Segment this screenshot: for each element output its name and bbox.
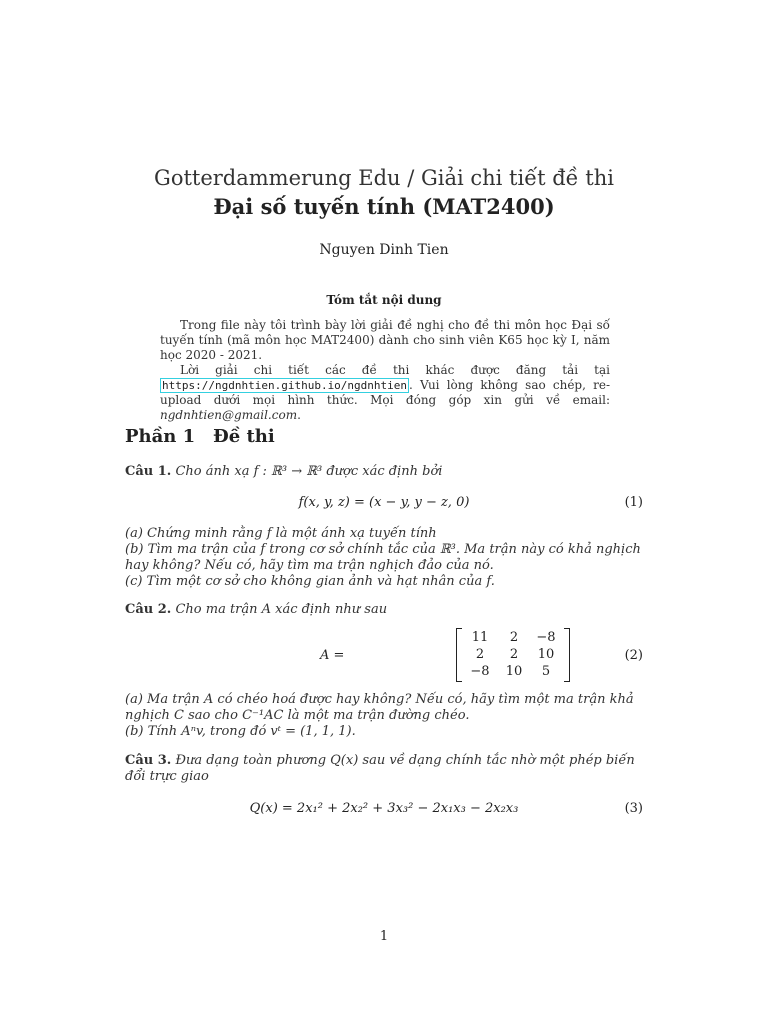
section-number: Phần 1 (125, 426, 196, 447)
equation-3-tag: (3) (624, 801, 643, 816)
abstract-p2-end: . (297, 408, 301, 422)
title-line-2: Đại số tuyến tính (MAT2400) (213, 194, 555, 219)
matrix-cell: 2 (475, 647, 485, 662)
matrix-lhs: A = (320, 648, 345, 663)
section-title: Đề thi (213, 426, 275, 447)
question-2-part-b: (b) Tính Aⁿv, trong đó vᵗ = (1, 1, 1). (125, 724, 356, 739)
question-3-label: Câu 3. (125, 753, 172, 768)
abstract-p2-before: Lời giải chi tiết các đề thi khác được đăng tải tại (180, 363, 610, 377)
matrix-cell: 10 (505, 664, 523, 679)
equation-3-body: Q(x) = 2x₁² + 2x₂² + 3x₃² − 2x₁x₃ − 2x₂x₃ (249, 801, 519, 816)
page-number: 1 (379, 929, 389, 944)
question-1-label: Câu 1. (125, 464, 172, 479)
matrix-row (457, 630, 569, 646)
abstract-paragraph-2 (160, 363, 610, 423)
matrix-row (457, 664, 569, 680)
matrix-cell: 2 (509, 630, 519, 645)
question-1-parts (125, 526, 645, 590)
abstract-p2-after: . Vui lòng không sao chép, re-upload dưới mọi hình thức. Mọi đóng góp xin gửi về email: (160, 378, 610, 407)
question-2 (125, 602, 645, 618)
matrix-cell: 5 (541, 664, 551, 679)
author: Nguyen Dinh Tien (319, 242, 449, 258)
abstract-paragraph-1 (160, 318, 610, 363)
question-1-part-b: (b) Tìm ma trận của f trong cơ sở chính tắc của ℝ³. Ma trận này có khả nghịch hay không? Nếu có, hãy tìm ma trận nghịch đảo của nó. (125, 542, 641, 573)
matrix-row (457, 647, 569, 663)
question-3 (125, 753, 645, 785)
question-1 (125, 464, 645, 480)
question-2-part-a: (a) Ma trận A có chéo hoá được hay không? Nếu có, hãy tìm một ma trận khả nghịch C sao cho C⁻¹AC là một ma trận đường chéo. (125, 692, 634, 723)
equation-2-tag: (2) (624, 648, 643, 663)
title-line-1: Gotterdammerung Edu / Giải chi tiết đề thi (154, 166, 614, 190)
matrix-a (456, 628, 570, 682)
equation-2 (125, 628, 643, 684)
email-address: ngdnhtien@gmail.com (160, 408, 298, 422)
matrix-cell: 10 (537, 647, 555, 662)
question-3-intro: Đưa dạng toàn phương Q(x) sau về dạng chính tắc nhờ một phép biến đổi trực giao (125, 753, 635, 784)
question-1-intro: Cho ánh xạ f : ℝ³ → ℝ³ được xác định bởi (175, 464, 443, 479)
question-2-label: Câu 2. (125, 602, 172, 617)
equation-1-body: f(x, y, z) = (x − y, y − z, 0) (298, 495, 470, 510)
matrix-cell: −8 (536, 630, 556, 645)
homepage-link[interactable]: https://ngdnhtien.github.io/ngdnhtien (162, 379, 408, 392)
matrix-cell: 11 (471, 630, 489, 645)
matrix-cell: 2 (509, 647, 519, 662)
question-2-parts (125, 692, 645, 740)
equation-1-tag: (1) (624, 495, 643, 510)
section-heading (125, 426, 275, 447)
question-2-intro: Cho ma trận A xác định như sau (175, 602, 388, 617)
matrix-cell: −8 (470, 664, 490, 679)
abstract-p1-text: Trong file này tôi trình bày lời giải đề nghị cho đề thi môn học Đại số tuyến tính (mã môn học MAT2400) dành cho sinh viên K65 học kỳ I, năm học 2020 - 2021. (160, 318, 610, 362)
abstract-heading: Tóm tắt nội dung (326, 293, 442, 307)
question-1-part-c: (c) Tìm một cơ sở cho không gian ảnh và hạt nhân của f. (125, 574, 495, 589)
question-1-part-a: (a) Chứng minh rằng f là một ánh xạ tuyến tính (125, 526, 437, 541)
